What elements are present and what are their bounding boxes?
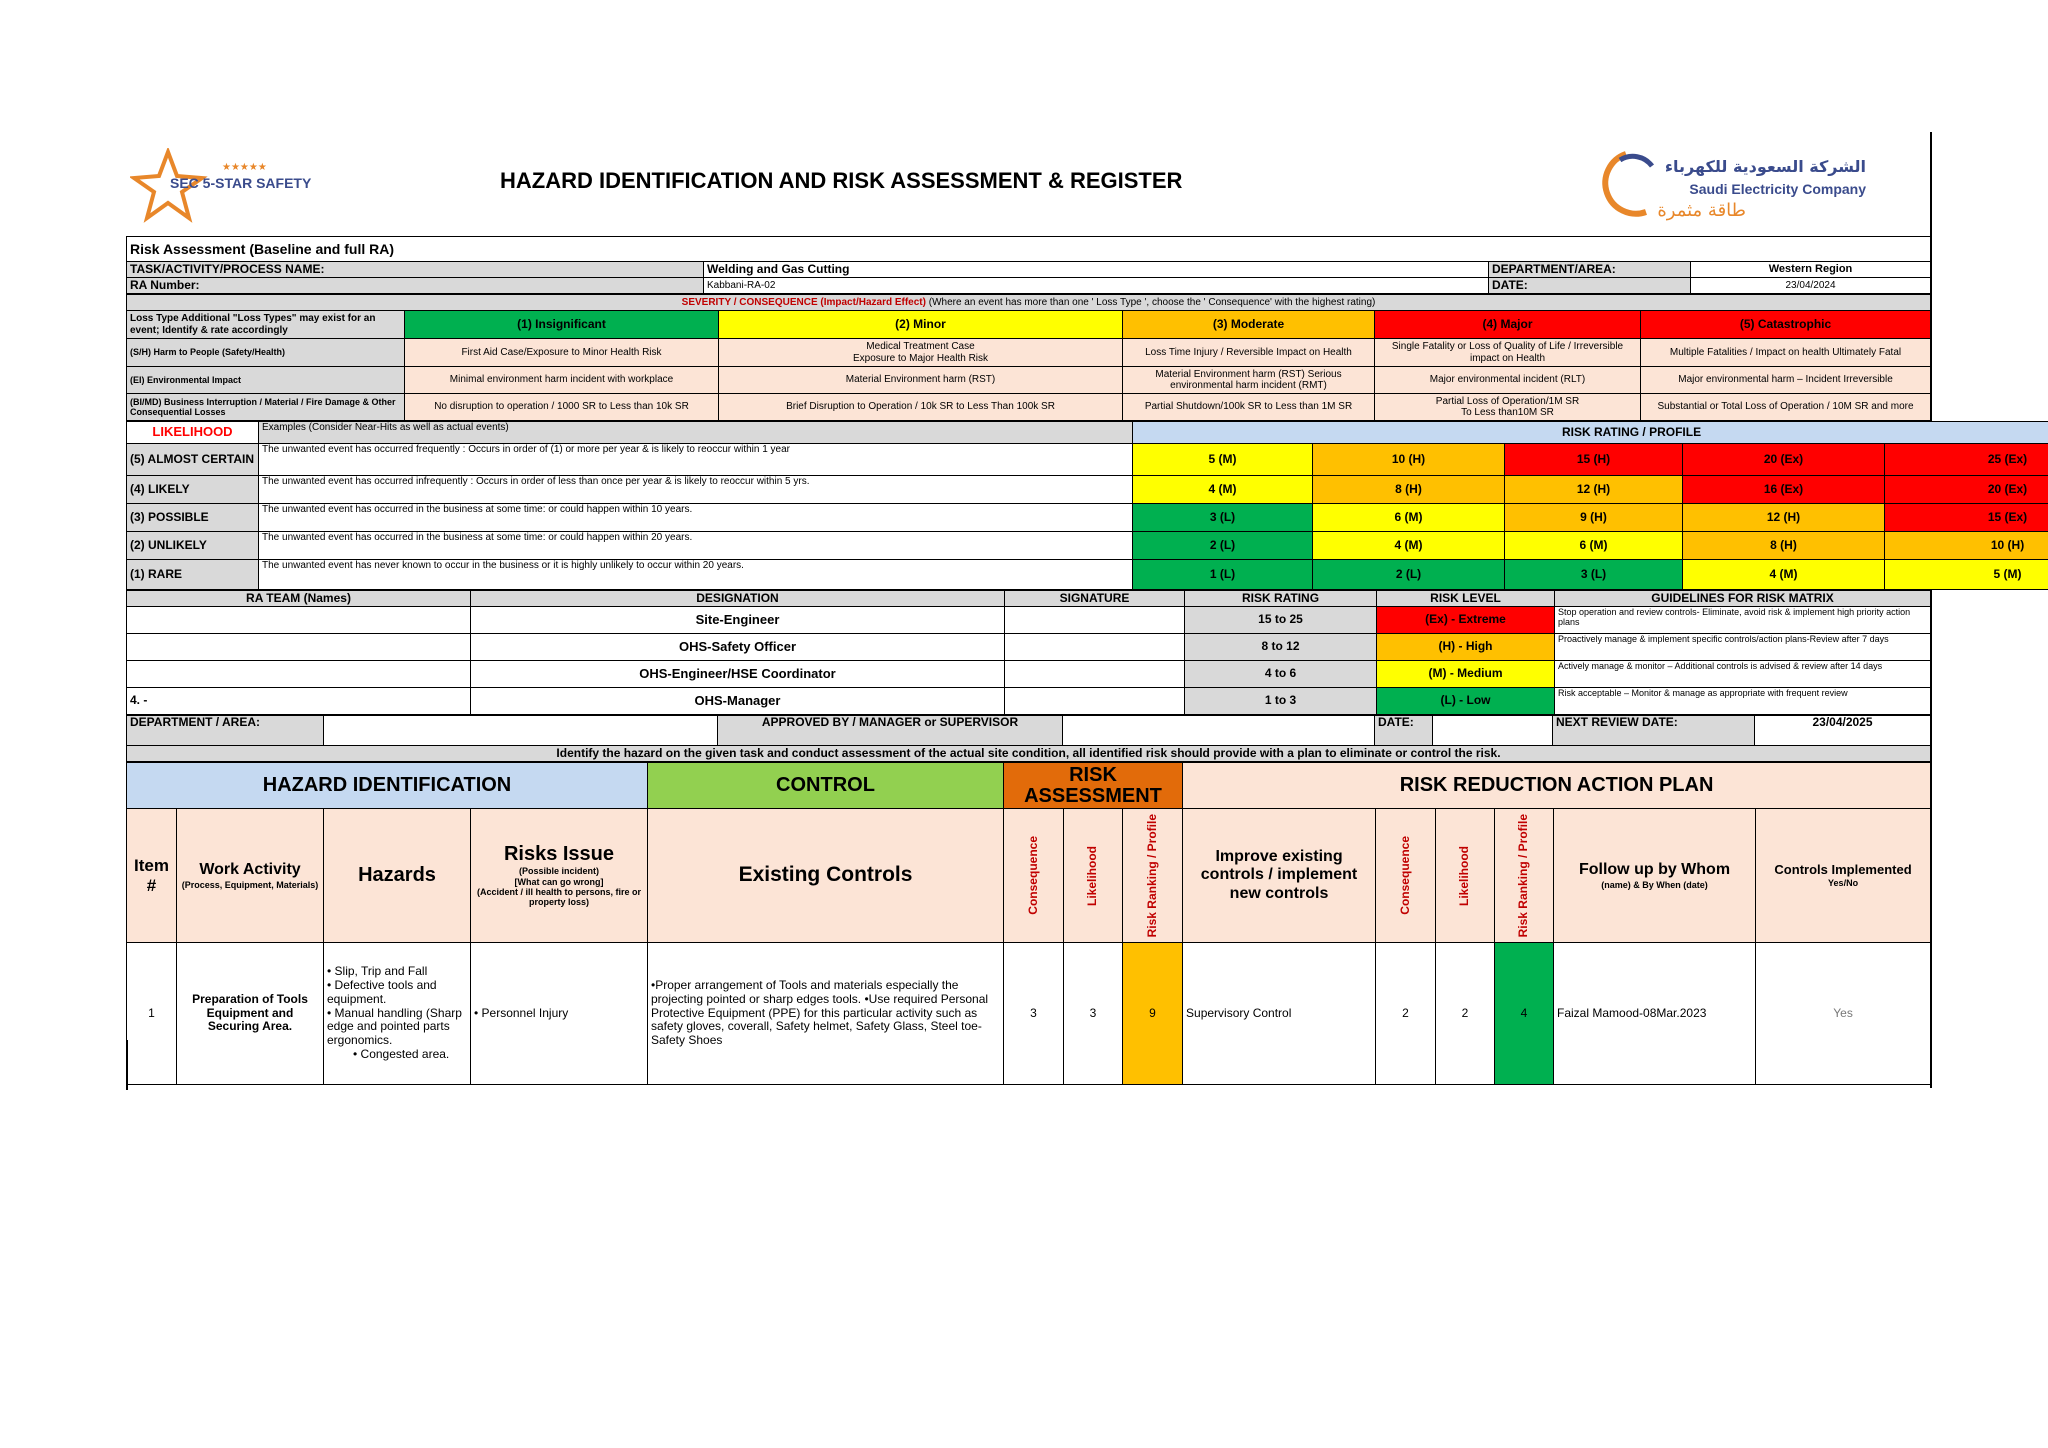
row-risk-issue: • Personnel Injury — [471, 943, 648, 1085]
severity-cell: Major environmental harm – Incident Irreversible — [1641, 367, 1931, 394]
department-label: DEPARTMENT/AREA: — [1489, 262, 1691, 278]
column-improve-controls: Improve existing controls / implement new controls — [1183, 809, 1376, 943]
risk-rating-cell: 4 (M) — [1133, 476, 1313, 504]
team-designation: Site-Engineer — [471, 607, 1005, 634]
row-follow-up: Faizal Mamood-08Mar.2023 — [1554, 943, 1756, 1085]
work-activity-title: Work Activity — [199, 861, 301, 879]
risk-rating-cell: 20 (Ex) — [1683, 444, 1885, 476]
team-signature[interactable] — [1005, 688, 1185, 715]
likelihood-likely: (4) LIKELY — [127, 476, 259, 504]
risk-rating-cell: 15 (H) — [1505, 444, 1683, 476]
follow-up-title: Follow up by Whom — [1578, 861, 1731, 879]
column-risks-issue — [471, 809, 648, 943]
loss-type-safety-health: (S/H) Harm to People (Safety/Health) — [127, 339, 405, 367]
column-hazards: Hazards — [324, 809, 471, 943]
severity-cell: Material Environment harm (RST) — [719, 367, 1123, 394]
approval-date-label: DATE: — [1375, 716, 1433, 746]
hazard-item: • Manual handling (Sharp edge and pointed parts ergonomics. — [327, 1005, 462, 1048]
severity-level-5: (5) Catastrophic — [1641, 311, 1931, 339]
column-new-likelihood — [1436, 809, 1495, 943]
page-title: HAZARD IDENTIFICATION AND RISK ASSESSMENT & REGISTER — [500, 168, 1183, 193]
severity-heading — [127, 295, 1931, 311]
risk-register-sheet — [126, 132, 2028, 1085]
likelihood-description: The unwanted event has occurred in the business at some time: or could happen within 20 years. — [259, 532, 1133, 560]
date-label: DATE: — [1489, 278, 1691, 294]
follow-up-subtitle: (name) & By When (date) — [1601, 879, 1708, 890]
row-existing-controls: •Proper arrangement of Tools and materials especially the projecting pointed or sharp edges tools. •Use required Personal Protective Equipment (PPE) for this particular activity such as safety gloves, coverall, Safety helmet, Safety Glass, Steel toe- Safety Shoes — [648, 943, 1004, 1085]
rating-range: 15 to 25 — [1185, 607, 1377, 634]
risk-level-low: (L) - Low — [1377, 688, 1555, 715]
task-value: Welding and Gas Cutting — [704, 262, 1489, 278]
section-control: CONTROL — [648, 763, 1004, 809]
rating-range: 1 to 3 — [1185, 688, 1377, 715]
risk-rating-cell: 12 (H) — [1683, 504, 1885, 532]
row-risk-ranking: 9 — [1123, 943, 1183, 1085]
severity-cell: Multiple Fatalities / Impact on health Ultimately Fatal — [1641, 339, 1931, 367]
column-new-risk-ranking — [1495, 809, 1554, 943]
team-member-name[interactable]: 4. - — [127, 688, 471, 715]
consequence-label: Consequence — [1397, 836, 1412, 915]
row-new-likelihood: 2 — [1436, 943, 1495, 1085]
risk-level-header: RISK LEVEL — [1377, 591, 1555, 607]
risk-rating-cell: 4 (M) — [1683, 560, 1885, 590]
team-member-name[interactable] — [127, 607, 471, 634]
team-signature[interactable] — [1005, 607, 1185, 634]
likelihood-description: The unwanted event has occurred in the business at some time: or could happen within 10 years. — [259, 504, 1133, 532]
team-designation: OHS-Engineer/HSE Coordinator — [471, 661, 1005, 688]
risks-issue-title: Risks Issue — [503, 843, 615, 866]
svg-text:طاقة مثمرة: طاقة مثمرة — [1657, 200, 1746, 221]
row-controls-implemented: Yes — [1756, 943, 1931, 1085]
column-likelihood — [1064, 809, 1123, 943]
implemented-subtitle: Yes/No — [1828, 877, 1859, 888]
severity-cell: Medical Treatment Case Exposure to Major Health Risk — [719, 339, 1123, 367]
saudi-electricity-company-logo — [1586, 144, 1876, 224]
risk-rating-cell: 2 (L) — [1313, 560, 1505, 590]
department-value: Western Region — [1691, 262, 1931, 278]
consequence-label: Consequence — [1025, 836, 1040, 915]
approval-table — [126, 715, 1931, 762]
likelihood-label-vertical: Likelihood — [1085, 845, 1100, 906]
risks-issue-sub2: [What can go wrong] — [514, 876, 604, 887]
work-activity-subtitle: (Process, Equipment, Materials) — [181, 879, 319, 890]
row-improve-controls: Supervisory Control — [1183, 943, 1376, 1085]
logo-text: SEC 5-STAR SAFETY — [170, 175, 312, 191]
guideline-text: Risk acceptable – Monitor & manage as appropriate with frequent review — [1555, 688, 1931, 715]
approved-by-label: APPROVED BY / MANAGER or SUPERVISOR — [718, 716, 1063, 746]
likelihood-rare: (1) RARE — [127, 560, 259, 590]
svg-text:الشركة السعودية للكهرباء: الشركة السعودية للكهرباء — [1664, 157, 1866, 176]
severity-cell: Brief Disruption to Operation / 10k SR to Less Than 100k SR — [719, 394, 1123, 421]
likelihood-matrix-table — [126, 421, 2048, 590]
risk-rating-cell: 8 (H) — [1313, 476, 1505, 504]
likelihood-description: The unwanted event has never known to occur in the business or it is highly unlikely to occur within 20 years. — [259, 560, 1133, 590]
risk-rating-cell: 9 (H) — [1505, 504, 1683, 532]
loss-type-business: (BI/MD) Business Interruption / Material / Fire Damage & Other Consequential Losses — [127, 394, 405, 421]
likelihood-examples-label: Examples (Consider Near-Hits as well as actual events) — [259, 422, 1133, 444]
column-follow-up — [1554, 809, 1756, 943]
risk-ranking-label: Risk Ranking / Profile — [1516, 813, 1531, 938]
risk-level-medium: (M) - Medium — [1377, 661, 1555, 688]
risk-rating-cell: 12 (H) — [1505, 476, 1683, 504]
risk-rating-cell: 10 (H) — [1313, 444, 1505, 476]
severity-heading-note: (Where an event has more than one ' Loss Type ', choose the ' Consequence' with the highest rating) — [925, 296, 1376, 308]
approval-department-value[interactable] — [324, 716, 718, 746]
severity-level-2: (2) Minor — [719, 311, 1123, 339]
likelihood-label-vertical: Likelihood — [1457, 845, 1472, 906]
row-new-consequence: 2 — [1376, 943, 1436, 1085]
instruction-banner: Identify the hazard on the given task and conduct assessment of the actual site condition, all identified risk should provide with a plan to eliminate or control the risk. — [127, 746, 1931, 762]
row-hazards — [324, 943, 471, 1085]
row-consequence: 3 — [1004, 943, 1064, 1085]
risk-rating-cell: 3 (L) — [1505, 560, 1683, 590]
ra-number-value: Kabbani-RA-02 — [704, 278, 1489, 294]
severity-cell: No disruption to operation / 1000 SR to Less than 10k SR — [405, 394, 719, 421]
likelihood-description: The unwanted event has occurred infrequently : Occurs in order of less than once per year & is likely to reoccur within 5 yrs. — [259, 476, 1133, 504]
column-work-activity — [177, 809, 324, 943]
team-signature[interactable] — [1005, 634, 1185, 661]
risk-rating-cell: 2 (L) — [1133, 532, 1313, 560]
severity-cell: Minimal environment harm incident with workplace — [405, 367, 719, 394]
date-value: 23/04/2024 — [1691, 278, 1931, 294]
ra-number-label: RA Number: — [127, 278, 704, 294]
team-member-name[interactable] — [127, 634, 471, 661]
likelihood-label: LIKELIHOOD — [127, 422, 259, 444]
risk-rating-cell: 5 (M) — [1133, 444, 1313, 476]
severity-cell: Single Fatality or Loss of Quality of Life / Irreversible impact on Health — [1375, 339, 1641, 367]
signature-header: SIGNATURE — [1005, 591, 1185, 607]
rating-range: 8 to 12 — [1185, 634, 1377, 661]
table-row — [127, 943, 1931, 1085]
column-consequence — [1004, 809, 1064, 943]
sec-five-star-safety-logo — [130, 148, 350, 224]
section-risk-reduction-action-plan: RISK REDUCTION ACTION PLAN — [1183, 763, 1931, 809]
risk-ranking-label: Risk Ranking / Profile — [1144, 813, 1159, 938]
risks-issue-sub3: (Accident / ill health to persons, fire or property loss) — [476, 887, 642, 908]
severity-level-1: (1) Insignificant — [405, 311, 719, 339]
risk-level-extreme: (Ex) - Extreme — [1377, 607, 1555, 634]
severity-cell: Loss Time Injury / Reversible Impact on Health — [1123, 339, 1375, 367]
column-existing-controls: Existing Controls — [648, 809, 1004, 943]
likelihood-description: The unwanted event has occurred frequently : Occurs in order of (1) or more per year & is likely to reoccur within 1 year — [259, 444, 1133, 476]
approved-by-value[interactable] — [1063, 716, 1375, 746]
risk-matrix-table — [126, 236, 1931, 294]
hazard-item: • Defective tools and equipment. — [327, 978, 437, 1006]
column-new-consequence — [1376, 809, 1436, 943]
team-designation: OHS-Manager — [471, 688, 1005, 715]
row-item-number: 1 — [127, 943, 177, 1085]
severity-heading-red: SEVERITY / CONSEQUENCE (Impact/Hazard Effect) — [681, 296, 926, 308]
severity-cell: Substantial or Total Loss of Operation / 10M SR and more — [1641, 394, 1931, 421]
severity-level-4: (4) Major — [1375, 311, 1641, 339]
row-new-risk-ranking: 4 — [1495, 943, 1554, 1085]
risk-rating-cell: 10 (H) — [1885, 532, 2048, 560]
risks-issue-sub1: (Possible incident) — [518, 866, 599, 877]
guideline-text: Proactively manage & implement specific controls/action plans-Review after 7 days — [1555, 634, 1931, 661]
ra-type: Risk Assessment (Baseline and full RA) — [127, 237, 1931, 262]
approval-date-value[interactable] — [1433, 716, 1553, 746]
ra-team-header: RA TEAM (Names) — [127, 591, 471, 607]
loss-type-environmental: (EI) Environmental Impact — [127, 367, 405, 394]
risk-rating-cell: 25 (Ex) — [1885, 444, 2048, 476]
designation-header: DESIGNATION — [471, 591, 1005, 607]
svg-text:Saudi Electricity Company: Saudi Electricity Company — [1689, 181, 1866, 197]
risk-rating-cell: 4 (M) — [1313, 532, 1505, 560]
likelihood-unlikely: (2) UNLIKELY — [127, 532, 259, 560]
guideline-text: Actively manage & monitor – Additional controls is advised & review after 14 days — [1555, 661, 1931, 688]
rating-range: 4 to 6 — [1185, 661, 1377, 688]
severity-level-3: (3) Moderate — [1123, 311, 1375, 339]
loss-type-note: Loss Type Additional "Loss Types" may exist for an event; Identify & rate accordingly — [127, 311, 405, 339]
svg-text:★★★★★: ★★★★★ — [222, 162, 267, 173]
row-work-activity: Preparation of Tools Equipment and Securing Area. — [177, 943, 324, 1085]
risk-rating-cell: 16 (Ex) — [1683, 476, 1885, 504]
team-signature[interactable] — [1005, 661, 1185, 688]
severity-table — [126, 294, 1931, 421]
section-risk-assessment: RISK ASSESSMENT — [1004, 763, 1183, 809]
risk-rating-range-header: RISK RATING — [1185, 591, 1377, 607]
team-member-name[interactable] — [127, 661, 471, 688]
likelihood-possible: (3) POSSIBLE — [127, 504, 259, 532]
task-label: TASK/ACTIVITY/PROCESS NAME: — [127, 262, 704, 278]
severity-cell: Partial Shutdown/100k SR to Less than 1M SR — [1123, 394, 1375, 421]
risk-rating-cell: 1 (L) — [1133, 560, 1313, 590]
implemented-title: Controls Implemented — [1774, 861, 1912, 877]
register-table — [126, 762, 1931, 1085]
document-header — [126, 132, 1930, 236]
next-review-label: NEXT REVIEW DATE: — [1553, 716, 1755, 746]
risk-rating-cell: 6 (M) — [1313, 504, 1505, 532]
guideline-text: Stop operation and review controls- Eliminate, avoid risk & implement high priority action plans — [1555, 607, 1931, 634]
approval-department-label: DEPARTMENT / AREA: — [127, 716, 324, 746]
column-controls-implemented — [1756, 809, 1931, 943]
risk-rating-cell: 15 (Ex) — [1885, 504, 2048, 532]
section-hazard-identification: HAZARD IDENTIFICATION — [127, 763, 648, 809]
risk-rating-cell: 5 (M) — [1885, 560, 2048, 590]
team-designation: OHS-Safety Officer — [471, 634, 1005, 661]
column-risk-ranking — [1123, 809, 1183, 943]
severity-cell: Material Environment harm (RST) Serious environmental harm incident (RMT) — [1123, 367, 1375, 394]
risk-rating-cell: 8 (H) — [1683, 532, 1885, 560]
hazard-item: • Congested area. — [353, 1046, 450, 1061]
hazard-item: • Slip, Trip and Fall — [327, 964, 428, 979]
column-item: Item # — [127, 809, 177, 943]
likelihood-almost-certain: (5) ALMOST CERTAIN — [127, 444, 259, 476]
risk-rating-cell: 3 (L) — [1133, 504, 1313, 532]
risk-rating-header: RISK RATING / PROFILE — [1133, 422, 2048, 444]
severity-cell: Partial Loss of Operation/1M SR To Less than10M SR — [1375, 394, 1641, 421]
row-likelihood: 3 — [1064, 943, 1123, 1085]
ra-team-table — [126, 590, 1931, 715]
risk-rating-cell: 6 (M) — [1505, 532, 1683, 560]
risk-level-high: (H) - High — [1377, 634, 1555, 661]
risk-rating-cell: 20 (Ex) — [1885, 476, 2048, 504]
next-review-value: 23/04/2025 — [1755, 716, 1931, 746]
severity-cell: First Aid Case/Exposure to Minor Health Risk — [405, 339, 719, 367]
guidelines-header: GUIDELINES FOR RISK MATRIX — [1555, 591, 1931, 607]
severity-cell: Major environmental incident (RLT) — [1375, 367, 1641, 394]
